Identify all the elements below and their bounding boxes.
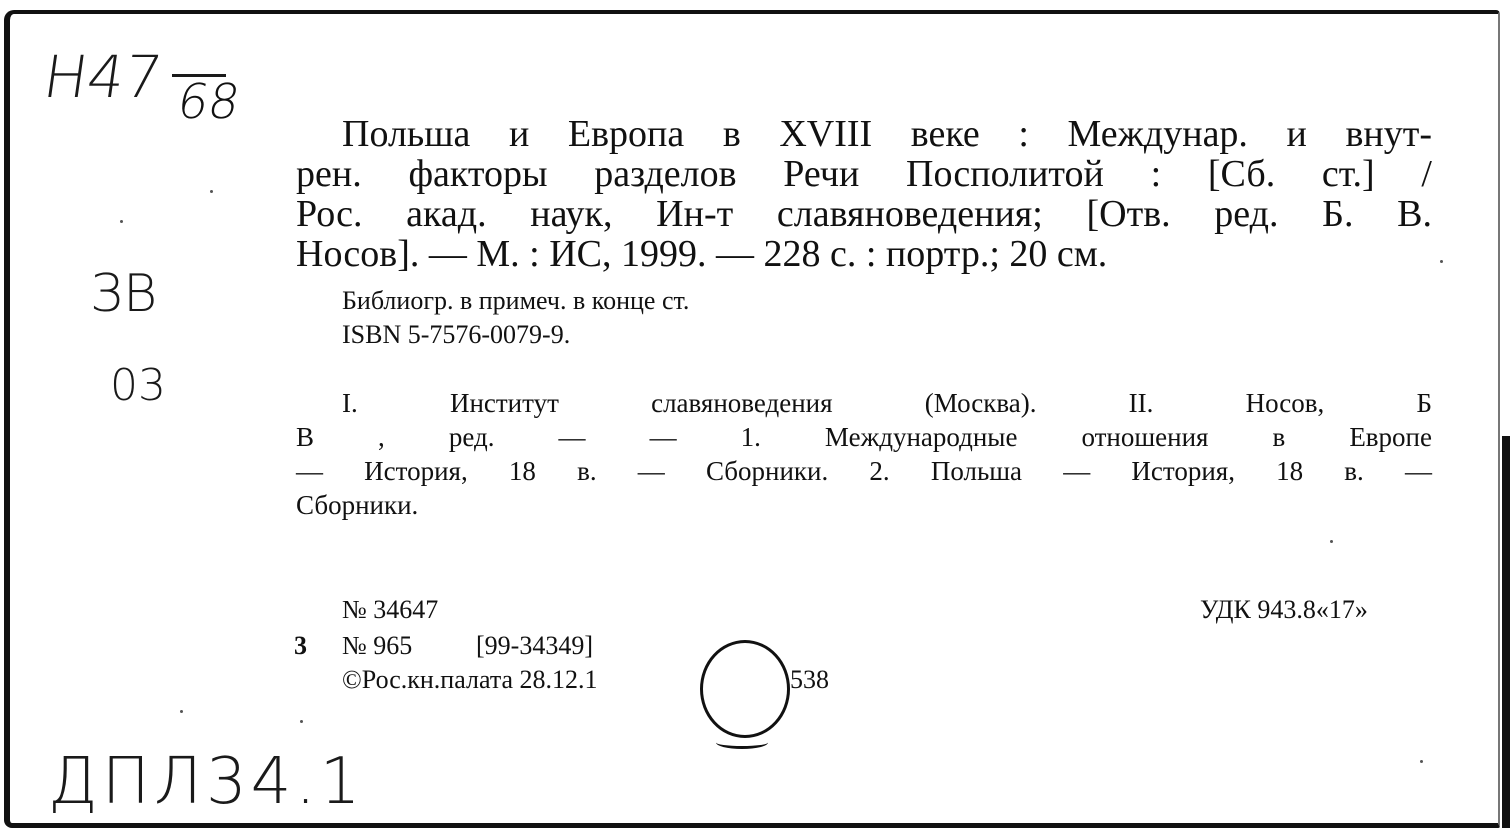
bracket-code: [99-34349] bbox=[476, 631, 593, 660]
book-chamber-line-end: 538 bbox=[790, 665, 829, 694]
copies-count: 3 bbox=[294, 631, 307, 660]
isbn-note: ISBN 5-7576-0079-9. bbox=[342, 320, 571, 349]
paper-speck bbox=[1440, 260, 1443, 263]
subject-headings bbox=[296, 386, 1432, 522]
subject-line: Сборники. bbox=[296, 490, 419, 520]
registration-number-1: № 34647 bbox=[342, 595, 439, 624]
handwritten-shelf-mark: Н47 bbox=[39, 43, 167, 111]
paper-speck bbox=[180, 710, 183, 713]
bibliographic-title bbox=[296, 114, 1432, 274]
handwritten-shelf-fraction: 68 bbox=[173, 74, 245, 130]
subject-line: В , ред. — — 1. Международные отношения в Европе bbox=[296, 422, 1432, 452]
paper-speck bbox=[120, 220, 123, 223]
subject-line: I. Институт славяноведения (Москва). II. Носов, Б bbox=[342, 388, 1432, 418]
paper-speck bbox=[300, 720, 303, 723]
punch-hole bbox=[700, 640, 790, 738]
handwritten-note-2: 03 bbox=[110, 360, 166, 411]
title-line: Рос. акад. наук, Ин-т славяноведения; [Отв. ред. Б. В. bbox=[296, 193, 1432, 235]
title-line: Носов]. — М. : ИС, 1999. — 228 с. : портр.; 20 см. bbox=[296, 233, 1108, 275]
title-line: рен. факторы разделов Речи Посполитой : [Сб. ст.] / bbox=[296, 153, 1432, 195]
card-edge-shadow bbox=[1502, 436, 1510, 828]
bibliography-note: Библиогр. в примеч. в конце ст. bbox=[342, 286, 690, 315]
udk-classification: УДК 943.8«17» bbox=[1200, 595, 1368, 624]
subject-line: — История, 18 в. — Сборники. 2. Польша — История, 18 в. — bbox=[296, 456, 1432, 486]
paper-speck bbox=[1330, 540, 1333, 543]
handwritten-note-1: ЗВ bbox=[90, 264, 158, 324]
title-line: Польша и Европа в XVIII веке : Междунар. и внут- bbox=[342, 113, 1432, 155]
paper-speck bbox=[1420, 760, 1423, 763]
paper-speck bbox=[210, 190, 213, 193]
registration-number-2: № 965 bbox=[342, 631, 413, 660]
punch-hole-shadow bbox=[716, 736, 768, 749]
handwritten-bottom-mark: ДПЛ34.1 bbox=[48, 745, 365, 819]
book-chamber-line: ©Рос.кн.палата 28.12.1 bbox=[342, 665, 598, 694]
